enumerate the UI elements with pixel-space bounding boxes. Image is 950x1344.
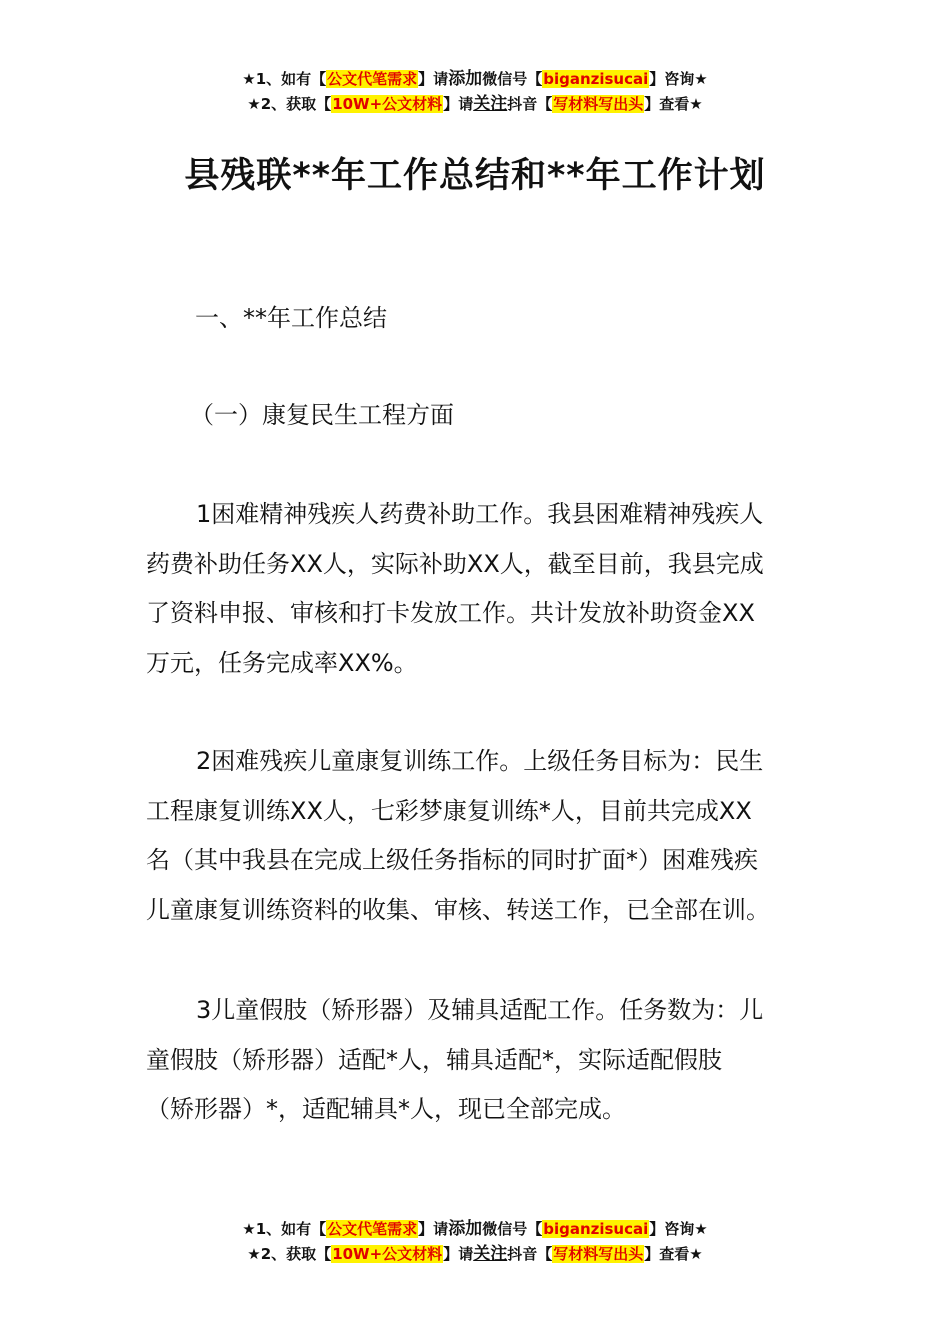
top-banner bbox=[0, 67, 950, 117]
banner-text: 】咨询★ bbox=[649, 70, 708, 88]
banner-text: 】请 bbox=[418, 1220, 449, 1238]
highlight-service: 公文代笔需求 bbox=[327, 1220, 418, 1238]
banner-text: 】请 bbox=[443, 95, 474, 113]
banner-text: ★2、获取【 bbox=[247, 95, 332, 113]
banner-text: 微信号【 bbox=[482, 1220, 543, 1238]
banner-text: 微信号【 bbox=[482, 70, 543, 88]
document-title: 县残联**年工作总结和**年工作计划 bbox=[184, 156, 766, 196]
paragraph-line: 了资料申报、审核和打卡发放工作。共计发放补助资金XX bbox=[146, 599, 755, 627]
banner-emphasis: 添加 bbox=[448, 1219, 483, 1239]
banner-text: ★1、如有【 bbox=[242, 70, 327, 88]
paragraph-2 bbox=[146, 737, 810, 935]
highlight-materials: 10W+公文材料 bbox=[332, 1245, 443, 1263]
subsection-heading: （一）康复民生工程方面 bbox=[190, 401, 454, 429]
banner-text: 抖音【 bbox=[507, 95, 553, 113]
paragraph-1 bbox=[146, 490, 810, 688]
banner-emphasis: 关注 bbox=[473, 1244, 508, 1264]
highlight-materials: 10W+公文材料 bbox=[332, 95, 443, 113]
paragraph-3 bbox=[146, 986, 810, 1135]
banner-text: 】咨询★ bbox=[649, 1220, 708, 1238]
paragraph-line: 童假肢（矫形器）适配*人，辅具适配*，实际适配假肢 bbox=[146, 1045, 722, 1074]
paragraph-line: 3儿童假肢（矫形器）及辅具适配工作。任务数为：儿 bbox=[196, 996, 764, 1024]
paragraph-line: 药费补助任务XX人，实际补助XX人，截至目前，我县完成 bbox=[146, 549, 764, 578]
banner-line-1 bbox=[0, 67, 950, 92]
paragraph-line: 万元，任务完成率XX%。 bbox=[146, 648, 418, 677]
paragraph-line: 1困难精神残疾人药费补助工作。我县困难精神残疾人 bbox=[196, 500, 764, 528]
banner-line-2 bbox=[0, 92, 950, 117]
banner-emphasis: 关注 bbox=[473, 94, 508, 114]
bottom-banner bbox=[0, 1217, 950, 1267]
banner-text: 】请 bbox=[443, 1245, 474, 1263]
highlight-wechat-id: biganzisucai bbox=[543, 1220, 649, 1238]
paragraph-line: （矫形器）*，适配辅具*人，现已全部完成。 bbox=[146, 1095, 626, 1123]
banner-emphasis: 添加 bbox=[448, 69, 483, 89]
highlight-service: 公文代笔需求 bbox=[327, 70, 418, 88]
banner-text: 】查看★ bbox=[644, 95, 703, 113]
highlight-douyin-account: 写材料写出头 bbox=[553, 1245, 644, 1263]
highlight-wechat-id: biganzisucai bbox=[543, 70, 649, 88]
highlight-douyin-account: 写材料写出头 bbox=[553, 95, 644, 113]
banner-text: ★1、如有【 bbox=[242, 1220, 327, 1238]
paragraph-line: 2困难残疾儿童康复训练工作。上级任务目标为：民生 bbox=[196, 747, 764, 775]
banner-text: 抖音【 bbox=[507, 1245, 553, 1263]
banner-text: 】查看★ bbox=[644, 1245, 703, 1263]
banner-text: ★2、获取【 bbox=[247, 1245, 332, 1263]
paragraph-line: 名（其中我县在完成上级任务指标的同时扩面*）困难残疾 bbox=[146, 846, 758, 874]
paragraph-line: 工程康复训练XX人，七彩梦康复训练*人，目前共完成XX bbox=[146, 796, 752, 825]
banner-line-1 bbox=[0, 1217, 950, 1242]
paragraph-line: 儿童康复训练资料的收集、审核、转送工作，已全部在训。 bbox=[146, 895, 770, 924]
banner-line-2 bbox=[0, 1242, 950, 1267]
section-heading: 一、**年工作总结 bbox=[195, 304, 387, 332]
banner-text: 】请 bbox=[418, 70, 449, 88]
